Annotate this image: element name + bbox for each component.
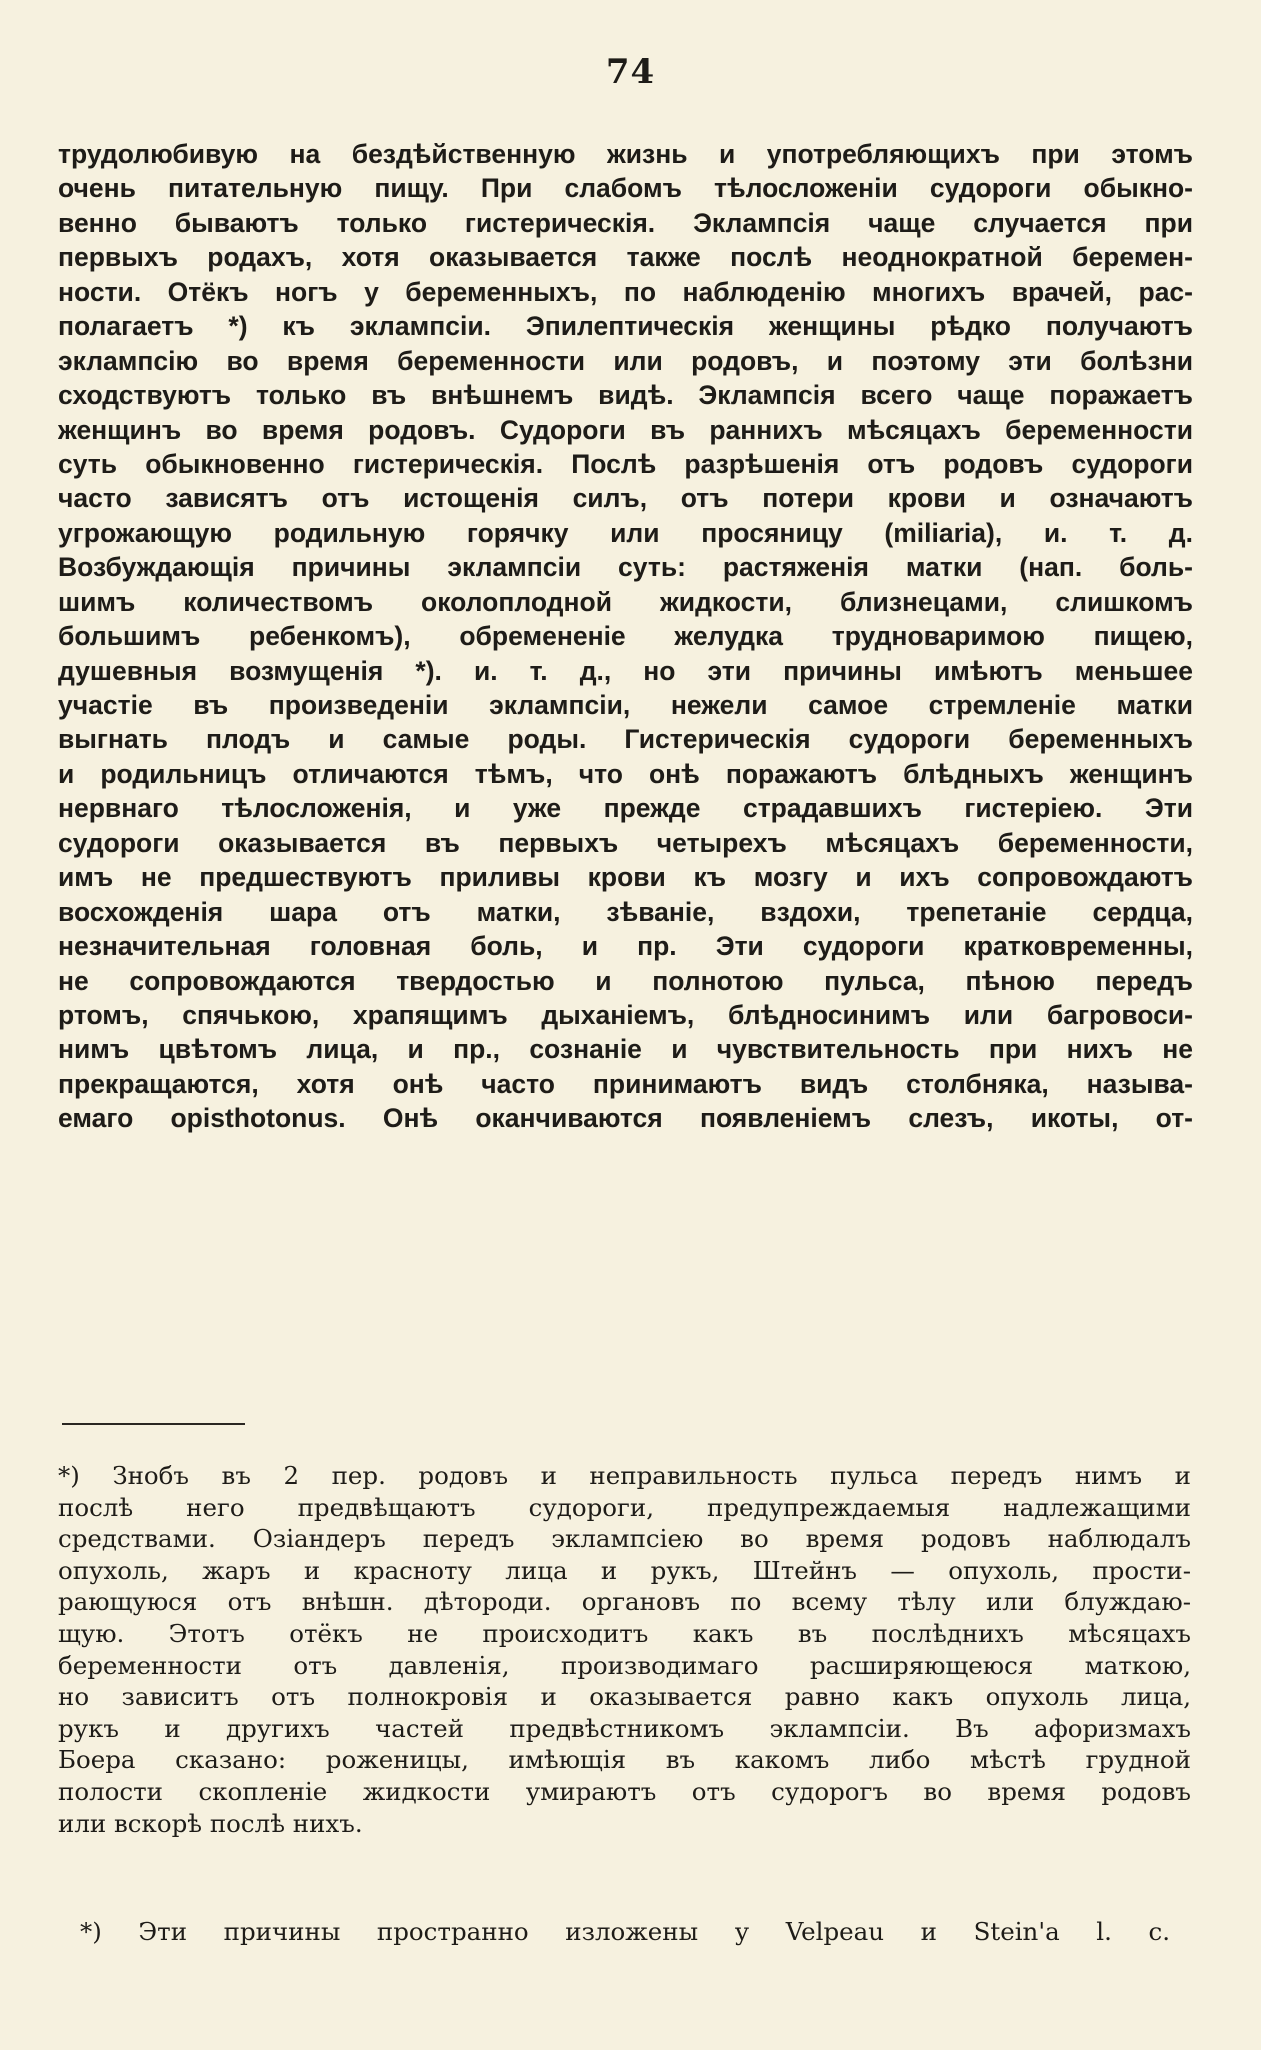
footnote-line: рукъ и другихъ частей предвѣстникомъ эклампсiи. Въ афоризмахъ (58, 1713, 1191, 1743)
footnote-second (80, 1916, 1170, 1948)
text-line: очень питательную пищу. При слабомъ тѣлосложенiи судороги обыкно- (58, 173, 1193, 204)
footnote-line: беременности отъ давленiя, производимаго расширяющеюся маткою, (58, 1650, 1191, 1680)
text-line: сходствуютъ только въ внѣшнемъ видѣ. Эклампсiя всего чаще поражаетъ (58, 380, 1193, 411)
text-line: ртомъ, спячькою, храпящимъ дыханiемъ, блѣдносинимъ или багровоси- (58, 999, 1193, 1030)
footnote-line: или вскорѣ послѣ нихъ. (58, 1808, 363, 1838)
text-line: угрожающую родильную горячку или просяницу (miliaria), и. т. д. (58, 517, 1193, 548)
text-line: выгнать плодъ и самые роды. Гистерическiя судороги беременныхъ (58, 724, 1193, 755)
text-line: ности. Отёкъ ногъ у беременныхъ, по наблюденiю многихъ врачей, рас- (58, 276, 1193, 307)
text-line: незначительная головная боль, и пр. Эти судороги кратковременны, (58, 931, 1193, 962)
main-text-block (58, 137, 1193, 1136)
text-line: прекращаются, хотя онѣ часто принимаютъ видъ столбняка, называ- (58, 1068, 1193, 1099)
footnote-line: но зависитъ отъ полнокровiя и оказывается равно какъ опухоль лица, (58, 1682, 1191, 1712)
text-line: полагаетъ *) къ эклампсiи. Эпилептическiя женщины рѣдко получаютъ (58, 311, 1193, 342)
text-line: трудолюбивую на бездѣйственную жизнь и употребляющихъ при этомъ (58, 139, 1193, 169)
footnote-line: *) Эти причины пространно изложены у Velpeau и Stein'a l. c. (80, 1917, 1170, 1946)
footnote-line: рающуюся отъ внѣшн. дѣтороди. органовъ по всему тѣлу или блуждаю- (58, 1587, 1191, 1617)
footnote-block (58, 1460, 1191, 1839)
text-line: венно бываютъ только гистерическiя. Эклампсiя чаще случается при (58, 207, 1193, 238)
text-line: большимъ ребенкомъ), обремененiе желудка трудноваримою пищею, (58, 621, 1193, 652)
page-number: 74 (605, 52, 656, 92)
text-line: первыхъ родахъ, хотя оказывается также послѣ неоднократной беремен- (58, 242, 1193, 273)
footnote-line: опухоль, жаръ и красноту лица и рукъ, Штейнъ — опухоль, прости- (58, 1555, 1191, 1585)
text-line: Возбуждающiя причины эклампсiи суть: растяженiя матки (нап. боль- (58, 552, 1193, 583)
footnote-divider (62, 1423, 245, 1425)
footnote-line: полости скопленiе жидкости умираютъ отъ судорогъ во время родовъ (58, 1776, 1191, 1806)
text-line: емаго opisthotonus. Онѣ оканчиваются появленiемъ слезъ, икоты, от- (58, 1103, 1193, 1134)
text-line: часто зависятъ отъ истощенiя силъ, отъ потери крови и означаютъ (58, 483, 1193, 514)
text-line: судороги оказывается въ первыхъ четырехъ мѣсяцахъ беременности, (58, 827, 1193, 858)
text-line: нервнаго тѣлосложенiя, и уже прежде страдавшихъ гистерiею. Эти (58, 793, 1193, 824)
text-line: имъ не предшествуютъ приливы крови къ мозгу и ихъ сопровождаютъ (58, 862, 1193, 893)
text-line: и родильницъ отличаются тѣмъ, что онѣ поражаютъ блѣдныхъ женщинъ (58, 758, 1193, 789)
footnote-line: средствами. Озiандеръ передъ эклампсiею во время родовъ наблюдалъ (58, 1524, 1191, 1554)
text-line: женщинъ во время родовъ. Судороги въ раннихъ мѣсяцахъ беременности (58, 414, 1193, 445)
footnote-line: щую. Этотъ отёкъ не происходитъ какъ въ послѣднихъ мѣсяцахъ (58, 1618, 1191, 1648)
text-line: суть обыкновенно гистерическiя. Послѣ разрѣшенiя отъ родовъ судороги (58, 448, 1193, 479)
footnote-line: Боера сказано: роженицы, имѣющiя въ какомъ либо мѣстѣ грудной (58, 1745, 1191, 1775)
footnote-line: *) Знобъ въ 2 пер. родовъ и неправильность пульса передъ нимъ и (58, 1461, 1191, 1490)
text-line: участiе въ произведенiи эклампсiи, нежели самое стремленiе матки (58, 690, 1193, 720)
text-line: нимъ цвѣтомъ лица, и пр., сознанiе и чувствительность при нихъ не (58, 1034, 1193, 1065)
text-line: шимъ количествомъ околоплодной жидкости, близнецами, слишкомъ (58, 586, 1193, 617)
footnote-line: послѣ него предвѣщаютъ судороги, предупреждаемыя надлежащими (58, 1492, 1191, 1522)
text-line: не сопровождаются твердостью и полнотою пульса, пѣною передъ (58, 965, 1193, 996)
text-line: душевныя возмущенiя *). и. т. д., но эти причины имѣютъ меньшее (58, 655, 1193, 686)
text-line: восхожденiя шара отъ матки, зѣванiе, вздохи, трепетанiе сердца, (58, 896, 1193, 927)
text-line: эклампсiю во время беременности или родовъ, и поэтому эти болѣзни (58, 345, 1193, 376)
